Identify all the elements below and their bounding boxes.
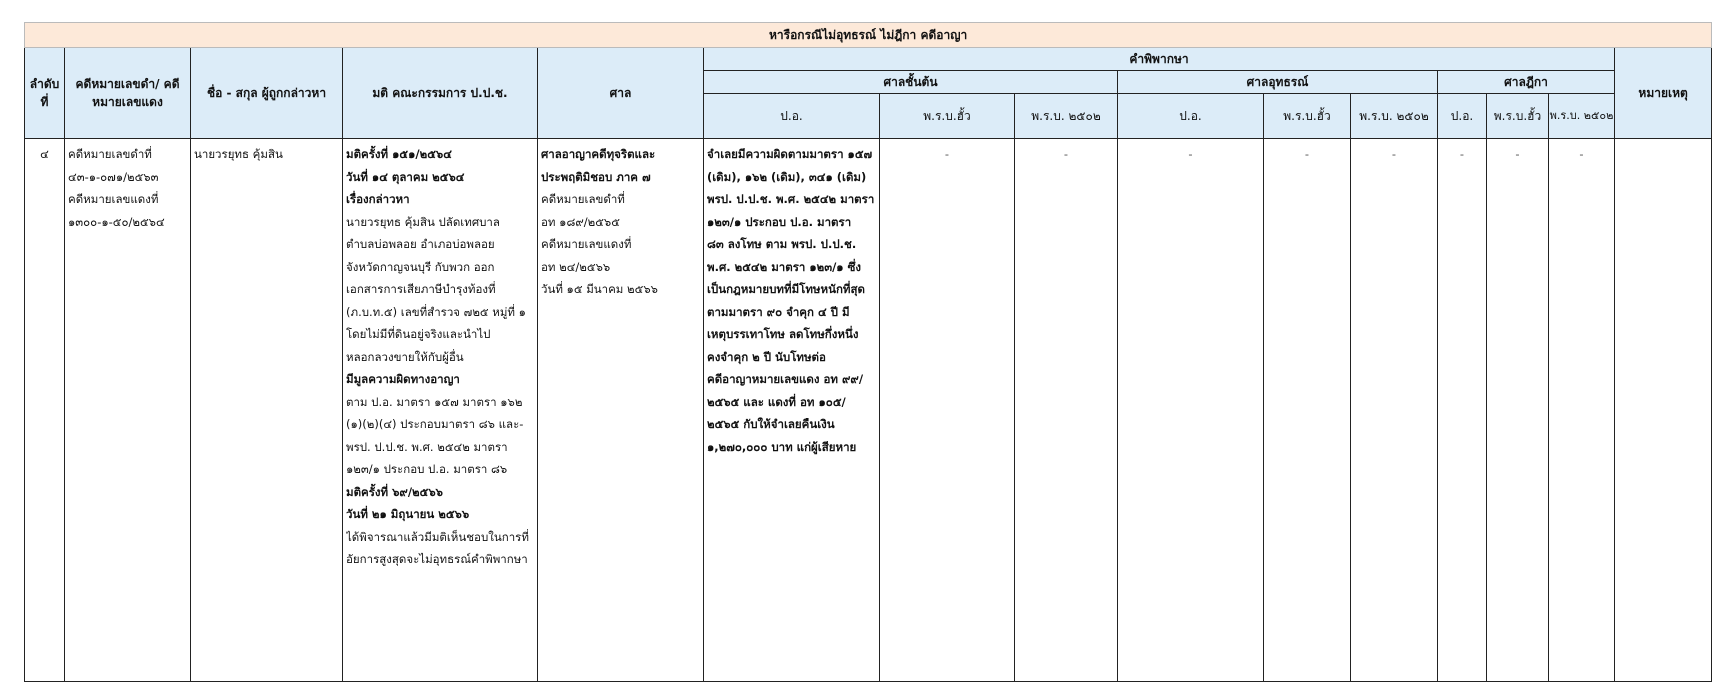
resolution-line: (ภ.บ.ท.๕) เลขที่สำรวจ ๗๒๕ หมู่ที่ ๑	[346, 304, 526, 319]
cell-appeal-pro-new: -	[1264, 139, 1351, 682]
resolution-line: วันที่ ๒๑ มิถุนายน ๒๕๖๖	[346, 507, 470, 521]
cell-first-pro-new: -	[880, 139, 1015, 682]
header-supreme-pro-new: พ.ร.บ.ฮั้ว	[1487, 94, 1549, 139]
case-line: คดีหมายเลขดำที่	[68, 147, 152, 161]
cell-resolution	[343, 139, 538, 682]
header-first-po: ป.อ.	[704, 94, 880, 139]
header-appeal-pro-new: พ.ร.บ.ฮั้ว	[1264, 94, 1351, 139]
court-line: อท ๑๘๙/๒๕๖๕	[541, 214, 620, 229]
header-first-court: ศาลชั้นต้น	[704, 71, 1118, 94]
first-court-judgment-line: คดีอาญาหมายเลขแดง อท ๙๙/	[707, 372, 864, 386]
case-line: ๔๓-๑-๐๗๑/๒๕๖๓	[68, 169, 159, 184]
resolution-line: นายวรยุทธ คุ้มสิน ปลัดเทศบาล	[346, 214, 500, 229]
header-case-number: คดีหมายเลขดำ/ คดีหมายเลขแดง	[65, 48, 191, 139]
resolution-line: โดยไม่มีที่ดินอยู่จริงและนำไป	[346, 327, 491, 341]
court-line: คดีหมายเลขแดงที่	[541, 237, 632, 251]
resolution-line: ตำบลบ่อพลอย อำเภอบ่อพลอย	[346, 237, 495, 251]
cell-supreme-pro-new: -	[1487, 139, 1549, 682]
cell-case-number	[65, 139, 191, 682]
first-court-judgment-line: ตามมาตรา ๙๐ จำคุก ๔ ปี มี	[707, 304, 850, 319]
header-first-pro-new: พ.ร.บ.ฮั้ว	[880, 94, 1015, 139]
first-court-judgment-line: ๒๕๖๕ กับให้จำเลยคืนเงิน	[707, 417, 835, 431]
cell-court	[538, 139, 704, 682]
resolution-line: มติครั้งที่ ๑๕๑/๒๕๖๔	[346, 147, 452, 161]
resolution-line: พรป. ป.ป.ช. พ.ศ. ๒๕๔๒ มาตรา	[346, 439, 508, 454]
first-court-judgment-line: จำเลยมีความผิดตามมาตรา ๑๕๗	[707, 147, 873, 161]
resolution-line: จังหวัดกาญจนบุรี กับพวก ออก	[346, 259, 495, 274]
first-court-judgment-line: คงจำคุก ๒ ปี นับโทษต่อ	[707, 349, 826, 364]
table-row	[25, 139, 1712, 682]
first-court-judgment-line: ๑,๒๗๐,๐๐๐ บาท แก่ผู้เสียหาย	[707, 439, 857, 454]
first-court-judgment-line: พรป. ป.ป.ช. พ.ศ. ๒๕๔๒ มาตรา	[707, 192, 875, 206]
cell-appeal-pro-2502: -	[1351, 139, 1438, 682]
header-appeal-court: ศาลอุทธรณ์	[1118, 71, 1438, 94]
first-court-judgment-line: (เดิม), ๑๖๒ (เดิม), ๓๔๑ (เดิม)	[707, 169, 867, 184]
resolution-line: ตาม ป.อ. มาตรา ๑๕๗ มาตรา ๑๖๒	[346, 394, 523, 409]
cell-supreme-pro-2502: -	[1549, 139, 1615, 682]
header-first-pro-2502: พ.ร.บ. ๒๕๐๒	[1015, 94, 1118, 139]
header-appeal-po: ป.อ.	[1118, 94, 1264, 139]
court-line: ศาลอาญาคดีทุจริตและ	[541, 147, 656, 161]
header-accused-name: ชื่อ - สกุล ผู้ถูกกล่าวหา	[191, 48, 343, 139]
first-court-judgment-line: ๑๒๓/๑ ประกอบ ป.อ. มาตรา	[707, 214, 852, 229]
header-supreme-court: ศาลฎีกา	[1438, 71, 1615, 94]
cell-appeal-po: -	[1118, 139, 1264, 682]
court-line: อท ๒๔/๒๕๖๖	[541, 259, 611, 274]
header-supreme-po: ป.อ.	[1438, 94, 1487, 139]
resolution-line: (๑)(๒)(๔) ประกอบมาตรา ๘๖ และ-	[346, 417, 524, 431]
header-no: ลำดับ ที่	[25, 48, 65, 139]
header-appeal-pro-2502: พ.ร.บ. ๒๕๐๒	[1351, 94, 1438, 139]
cell-supreme-po: -	[1438, 139, 1487, 682]
cases-table	[24, 22, 1712, 682]
cell-first-po	[704, 139, 880, 682]
court-line: วันที่ ๑๕ มีนาคม ๒๕๖๖	[541, 282, 658, 296]
first-court-judgment-line: เป็นกฎหมายบทที่มีโทษหนักที่สุด	[707, 282, 865, 296]
header-supreme-pro-2502: พ.ร.บ. ๒๕๐๒	[1549, 94, 1615, 139]
sheet-banner: หารือกรณีไม่อุทธรณ์ ไม่ฎีกา คดีอาญา	[25, 23, 1712, 48]
resolution-line: มติครั้งที่ ๖๙/๒๕๖๖	[346, 484, 443, 499]
header-resolution: มติ คณะกรรมการ ป.ป.ช.	[343, 48, 538, 139]
resolution-line: เรื่องกล่าวหา	[346, 192, 410, 206]
court-line: คดีหมายเลขดำที่	[541, 192, 625, 206]
cell-accused-name: นายวรยุทธ คุ้มสิน	[191, 139, 343, 682]
court-line: ประพฤติมิชอบ ภาค ๗	[541, 169, 651, 184]
cell-remark	[1615, 139, 1712, 682]
cell-no: ๔	[25, 139, 65, 682]
first-court-judgment-line: ๒๕๖๕ และ แดงที่ อท ๑๐๕/	[707, 394, 846, 409]
header-judgment: คำพิพากษา	[704, 48, 1615, 71]
resolution-line: วันที่ ๑๔ ตุลาคม ๒๕๖๔	[346, 169, 465, 184]
resolution-line: อัยการสูงสุดจะไม่อุทธรณ์คำพิพากษา	[346, 552, 528, 566]
resolution-line: ๑๒๓/๑ ประกอบ ป.อ. มาตรา ๘๖	[346, 462, 508, 476]
resolution-line: ได้พิจารณาแล้วมีมติเห็นชอบในการที่	[346, 529, 529, 544]
first-court-judgment-line: พ.ศ. ๒๕๔๒ มาตรา ๑๒๓/๑ ซึ่ง	[707, 259, 862, 274]
resolution-line: หลอกลวงขายให้กับผู้อื่น	[346, 349, 464, 364]
first-court-judgment-line: เหตุบรรเทาโทษ ลดโทษกึ่งหนึ่ง	[707, 327, 859, 341]
resolution-line: เอกสารการเสียภาษีบำรุงท้องที่	[346, 282, 496, 296]
case-line: คดีหมายเลขแดงที่	[68, 192, 159, 206]
judgment-sheet	[24, 22, 1711, 682]
case-line: ๑๓๐๐-๑-๕๐/๒๕๖๔	[68, 214, 165, 229]
resolution-line: มีมูลความผิดทางอาญา	[346, 372, 460, 386]
header-remark: หมายเหตุ	[1615, 48, 1712, 139]
header-court: ศาล	[538, 48, 704, 139]
first-court-judgment-line: ๘๓ ลงโทษ ตาม พรป. ป.ป.ช.	[707, 237, 857, 251]
cell-first-pro-2502: -	[1015, 139, 1118, 682]
